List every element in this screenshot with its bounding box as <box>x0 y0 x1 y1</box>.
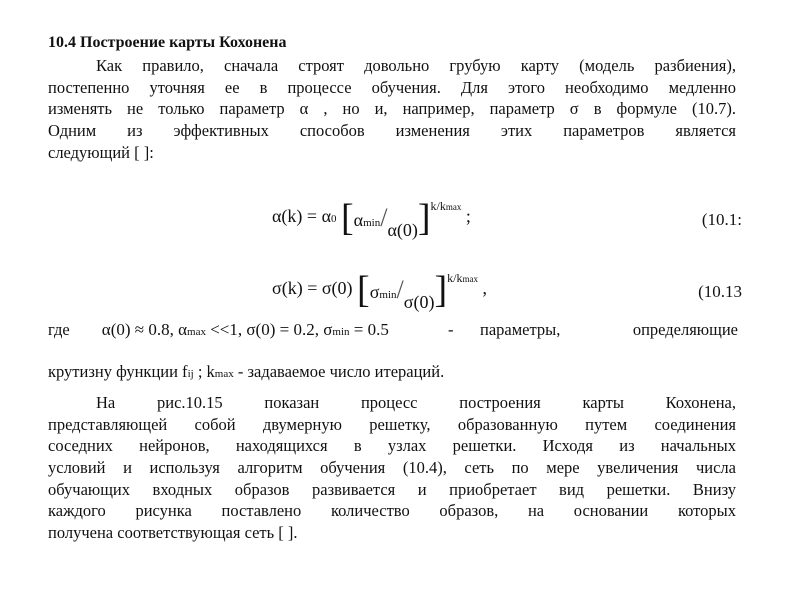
where-line <box>48 320 738 340</box>
formula-10-13 <box>272 268 742 312</box>
punct: , <box>482 278 487 299</box>
section-title: 10.4 Построение карты Кохонена <box>48 34 287 51</box>
bracket: ] <box>434 269 448 311</box>
equation-number: (10.13 <box>698 282 742 301</box>
subscript: ij <box>187 368 194 380</box>
document-page <box>48 34 736 163</box>
subscript: min <box>363 217 381 229</box>
text-line: постепенно уточняя ее в процессе обучения. Для этого необходимо медленно <box>48 77 736 97</box>
text-line: следующий [ ]: <box>48 142 154 162</box>
text-line: получена соответствующая сеть [ ]. <box>48 523 298 543</box>
text-line: Одним из эффективных способов изменения этих параметров является <box>48 121 736 141</box>
fraction: σmin/σ(0) <box>369 275 435 312</box>
text: - задаваемое число итераций. <box>233 362 445 381</box>
text: крутизну функции f <box>48 362 188 381</box>
punct: ; <box>465 206 471 227</box>
subscript: min <box>379 289 397 301</box>
numerator: σ <box>369 282 380 302</box>
text: определяющие <box>632 320 738 339</box>
subscript: max <box>214 368 234 380</box>
dash: - <box>448 320 454 339</box>
paragraph-1 <box>48 55 736 163</box>
text-line: соседних нейронов, находящихся в узлах решетки. Исходя из начальных <box>48 436 736 456</box>
text-line: Как правило, сначала строят довольно грубую карту (модель разбиения), <box>96 56 736 75</box>
crutizna-line <box>48 362 444 382</box>
exponent: k/kmax <box>447 271 478 286</box>
formula-lhs: α(k) = α <box>272 206 332 227</box>
text-line: условий и используя алгоритм обучения (10.4), сеть по мере увеличения числа <box>48 458 736 478</box>
text-line: изменять не только параметр α , но и, например, параметр σ в формуле (10.7). <box>48 99 736 119</box>
fraction: αmin/α(0) <box>353 203 418 240</box>
bracket: [ <box>341 197 354 239</box>
text: ; k <box>193 362 215 381</box>
denominator: α(0) <box>387 220 418 240</box>
params-formula: α(0) ≈ 0.8, αmax <<1, σ(0) = 0.2, σmin = 0.5 <box>101 320 389 339</box>
bracket: [ <box>357 269 370 311</box>
equation-number: (10.1: <box>701 210 742 229</box>
text-line: На рис.10.15 показан процесс построения карты Кохонена, <box>96 393 736 412</box>
where-word: где <box>48 320 70 339</box>
text: параметры, <box>480 320 561 339</box>
formula-10-12 <box>272 196 742 240</box>
text-line: каждого рисунка поставлено количество образов, на основании которых <box>48 501 736 521</box>
denominator: σ(0) <box>403 292 435 312</box>
text-line: представляющей собой двумерную решетку, образованную путем соединения <box>48 414 736 434</box>
exponent: k/kmax <box>430 199 462 214</box>
paragraph-2 <box>48 392 736 544</box>
numerator: α <box>353 210 364 230</box>
bracket: ] <box>417 197 431 239</box>
subscript: 0 <box>331 213 337 226</box>
text-line: обучающих входных образов развивается и приобретает вид решетки. Внизу <box>48 479 736 499</box>
formula-lhs: σ(k) = σ(0) <box>272 278 353 299</box>
